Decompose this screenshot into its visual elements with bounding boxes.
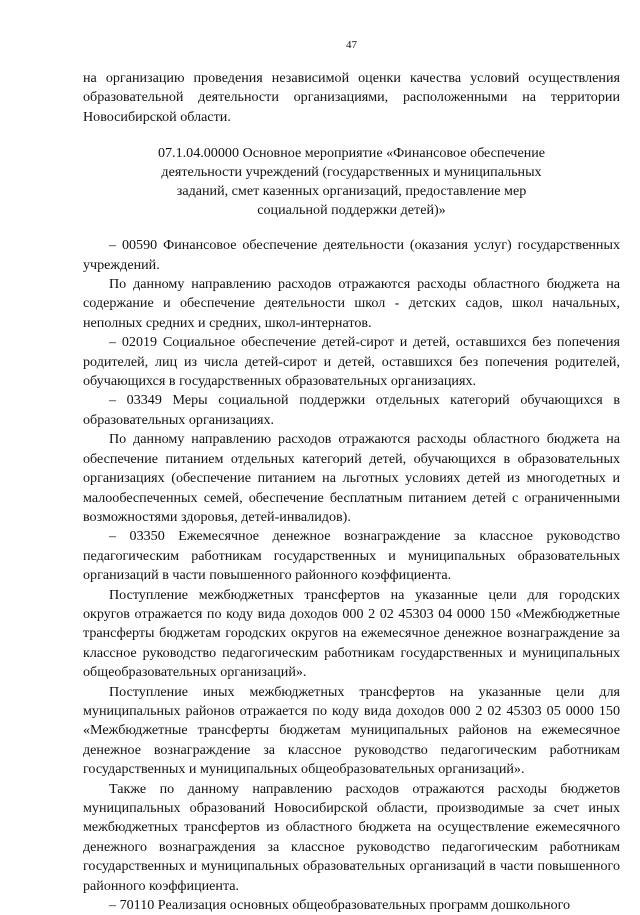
paragraph-code-70110: – 70110 Реализация основных общеобразовательных программ дошкольного (109, 897, 571, 914)
paragraph-schools-expenses: По данному направлению расходов отражаются расходы областного бюджета на содержание и обеспечение деятельности школ - детских садов, школ начальных, неполных средних и средних, школ-интернатов. (83, 276, 620, 331)
section-heading-line: деятельности учреждений (государственных и муниципальных (161, 164, 542, 181)
section-heading-line: социальной поддержки детей)» (257, 202, 446, 219)
page-number: 47 (346, 39, 357, 51)
paragraph-code-02019: – 02019 Социальное обеспечение детей-сирот и детей, оставшихся без попечения родителей, лиц из числа детей-сирот и детей, оставшихся без попечения родителей, обучающихся в государственных образовательных организациях. (83, 334, 620, 390)
section-heading-line: заданий, смет казенных организаций, предоставление мер (176, 183, 527, 200)
paragraph-municipal-districts-transfers: Поступление иных межбюджетных трансфертов на указанные цели для муниципальных районов отражается по коду вида доходов 000 2 02 45303 05 0000 150 «Межбюджетные трансферты бюджетам муниципальных районов на ежемесячное денежное вознаграждение за классное руководство педагогическим работникам государственных и муниципальных общеобразовательных организаций». (83, 683, 620, 778)
section-heading (83, 144, 620, 220)
paragraph-nutrition-expenses: По данному направлению расходов отражаются расходы областного бюджета на обеспечение питанием отдельных категорий детей, обучающихся в образовательных организациях (обеспечение питанием на льготных условиях детей из многодетных и малообеспеченных семей, обеспечение бесплатным питанием детей с ограниченными возможностями здоровья, детей-инвалидов). (83, 431, 620, 525)
paragraph-code-03350: – 03350 Ежемесячное денежное вознаграждение за классное руководство педагогическим работникам государственных и муниципальных образовательных организаций в части повышенного районного коэффициента. (83, 528, 620, 584)
paragraph-city-districts-transfers: Поступление межбюджетных трансфертов на указанные цели для городских округов отражается по коду вида доходов 000 2 02 45303 04 0000 150 «Межбюджетные трансферты бюджетам городских округов на ежемесячное денежное вознаграждение за классное руководство педагогическим работникам государственных и муниципальных общеобразовательных организаций». (83, 586, 620, 681)
paragraph-code-03349: – 03349 Меры социальной поддержки отдельных категорий обучающихся в образовательных организациях. (83, 392, 620, 428)
paragraph-continuation: на организацию проведения независимой оценки качества условий осуществления образовательной деятельности организациями, расположенными на территории Новосибирской области. (83, 70, 620, 125)
paragraph-code-00590: – 00590 Финансовое обеспечение деятельности (оказания услуг) государственных учреждений. (83, 237, 620, 273)
paragraph-municipal-budgets-expenses: Также по данному направлению расходов отражаются расходы бюджетов муниципальных образований Новосибирской области, производимые за счет иных межбюджетных трансфертов из областного бюджета на осуществление ежемесячного денежного вознаграждения за классное руководство педагогическим работникам государственных и муниципальных образовательных организаций в части повышенного районного коэффициента. (83, 780, 620, 894)
section-heading-line: 07.1.04.00000 Основное мероприятие «Финансовое обеспечение (157, 145, 546, 162)
